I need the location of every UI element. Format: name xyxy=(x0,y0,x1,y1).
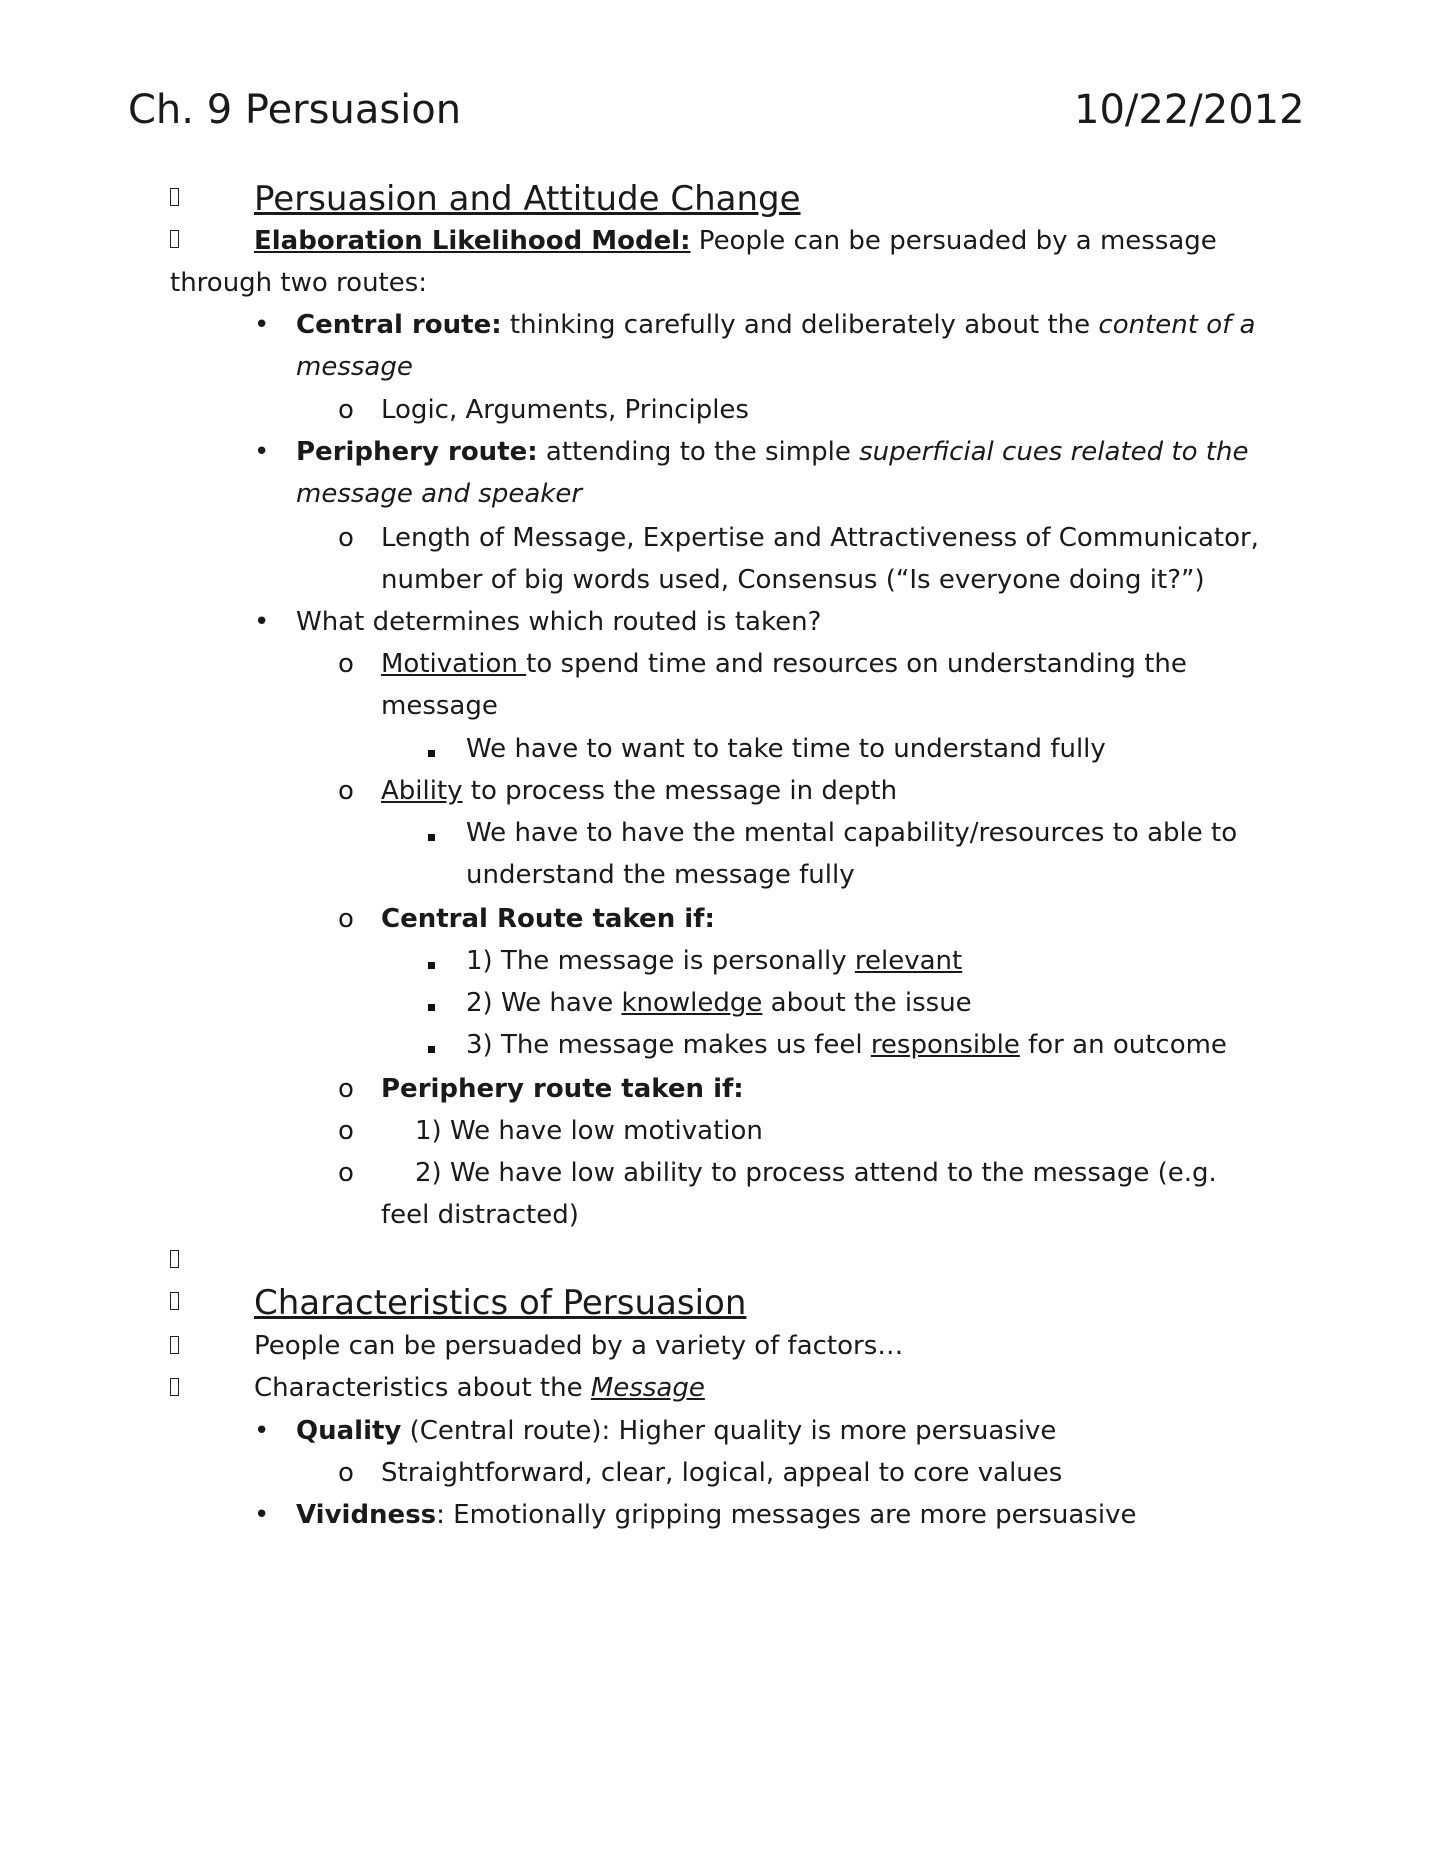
motivation-sub: We have to want to take time to understand fully xyxy=(466,734,1106,764)
quality-text: (Central route): Higher quality is more persuasive xyxy=(401,1416,1057,1446)
item-text: 3) The message makes us feel xyxy=(466,1030,871,1060)
periphery-if-item-1: 1) We have low motivation xyxy=(415,1116,763,1146)
item-text: 2) We have xyxy=(466,988,622,1018)
motivation-label: Motivation xyxy=(381,649,527,679)
periphery-route-sub-2: number of big words used, Consensus (“Is everyone doing it?”) xyxy=(381,565,1205,595)
circle-marker: o xyxy=(338,776,354,806)
elm-line xyxy=(254,220,1217,262)
page-date: 10/22/2012 xyxy=(1074,87,1305,133)
missing-glyph-icon xyxy=(170,230,179,252)
ability-sub-2: understand the message fully xyxy=(466,860,855,890)
circle-marker: o xyxy=(338,1158,354,1188)
item-text-post: about the issue xyxy=(762,988,972,1018)
motivation-text: to spend time and resources on understanding the xyxy=(526,649,1187,679)
central-route-label: Central route: xyxy=(296,310,502,340)
circle-marker: o xyxy=(338,523,354,553)
section2-line-1: People can be persuaded by a variety of factors… xyxy=(254,1331,904,1361)
ability-text: to process the message in depth xyxy=(462,776,898,806)
missing-glyph-icon xyxy=(170,188,179,210)
square-bullet xyxy=(428,742,435,761)
section-heading-2: Characteristics of Persuasion xyxy=(254,1283,747,1323)
elm-label: Elaboration Likelihood Model: xyxy=(254,226,691,256)
item-underlined: responsible xyxy=(870,1030,1020,1060)
bullet-marker: • xyxy=(254,310,270,340)
bullet-marker: • xyxy=(254,607,270,637)
bullet-marker: • xyxy=(254,1500,270,1530)
central-if-item-1 xyxy=(466,940,962,982)
item-underlined: knowledge xyxy=(621,988,763,1018)
central-if-label: Central Route taken if: xyxy=(381,904,715,934)
motivation-line-2: message xyxy=(381,691,498,721)
central-route-sub: Logic, Arguments, Principles xyxy=(381,395,749,425)
periphery-route-sub: Length of Message, Expertise and Attractiveness of Communicator, xyxy=(381,523,1259,553)
section-heading: Persuasion and Attitude Change xyxy=(254,179,801,219)
section2-line-2 xyxy=(254,1367,705,1409)
square-bullet xyxy=(428,1038,435,1057)
page-title: Ch. 9 Persuasion xyxy=(128,87,462,133)
central-if-item-2 xyxy=(466,982,972,1024)
periphery-route-label: Periphery route: xyxy=(296,437,538,467)
periphery-route-italic: superficial cues related to the xyxy=(859,437,1249,467)
missing-glyph-icon xyxy=(170,1378,179,1400)
central-route-text: thinking carefully and deliberately about the xyxy=(501,310,1099,340)
periphery-route-line-2: message and speaker xyxy=(296,479,583,509)
bullet-marker: • xyxy=(254,1416,270,1446)
vividness-label: Vividness xyxy=(296,1500,437,1530)
circle-marker: o xyxy=(338,1116,354,1146)
line-text: Characteristics about the xyxy=(254,1373,591,1403)
circle-marker: o xyxy=(338,649,354,679)
elm-line-2: through two routes: xyxy=(170,268,428,298)
periphery-if-item-2-cont: feel distracted) xyxy=(381,1200,579,1230)
circle-marker: o xyxy=(338,1074,354,1104)
circle-marker: o xyxy=(338,395,354,425)
periphery-if-item-2: 2) We have low ability to process attend to the message (e.g. xyxy=(415,1158,1217,1188)
missing-glyph-icon xyxy=(170,1336,179,1358)
item-text-post: for an outcome xyxy=(1019,1030,1227,1060)
ability-sub: We have to have the mental capability/resources to able to xyxy=(466,818,1238,848)
central-route-line-2: message xyxy=(296,352,413,382)
determines-line: What determines which routed is taken? xyxy=(296,607,822,637)
periphery-route-text: attending to the simple xyxy=(537,437,860,467)
ability-label: Ability xyxy=(381,776,463,806)
central-route-line xyxy=(296,304,1256,346)
vividness-line xyxy=(296,1494,1136,1536)
bullet-marker: • xyxy=(254,437,270,467)
central-if-item-3 xyxy=(466,1024,1227,1066)
quality-sub: Straightforward, clear, logical, appeal to core values xyxy=(381,1458,1063,1488)
central-route-italic: content of a xyxy=(1098,310,1256,340)
quality-label: Quality xyxy=(296,1416,402,1446)
circle-marker: o xyxy=(338,1458,354,1488)
circle-marker: o xyxy=(338,904,354,934)
motivation-line xyxy=(381,643,1187,685)
periphery-route-line xyxy=(296,431,1248,473)
periphery-if-label: Periphery route taken if: xyxy=(381,1074,744,1104)
ability-line xyxy=(381,770,897,812)
square-bullet xyxy=(428,826,435,845)
missing-glyph-icon xyxy=(170,1250,179,1272)
square-bullet xyxy=(428,954,435,973)
elm-text: People can be persuaded by a message xyxy=(690,226,1217,256)
item-text: 1) The message is personally xyxy=(466,946,855,976)
quality-line xyxy=(296,1410,1056,1452)
square-bullet xyxy=(428,996,435,1015)
line-emphasis: Message xyxy=(590,1373,705,1403)
missing-glyph-icon xyxy=(170,1292,179,1314)
vividness-text: : Emotionally gripping messages are more persuasive xyxy=(436,1500,1137,1530)
item-underlined: relevant xyxy=(854,946,963,976)
